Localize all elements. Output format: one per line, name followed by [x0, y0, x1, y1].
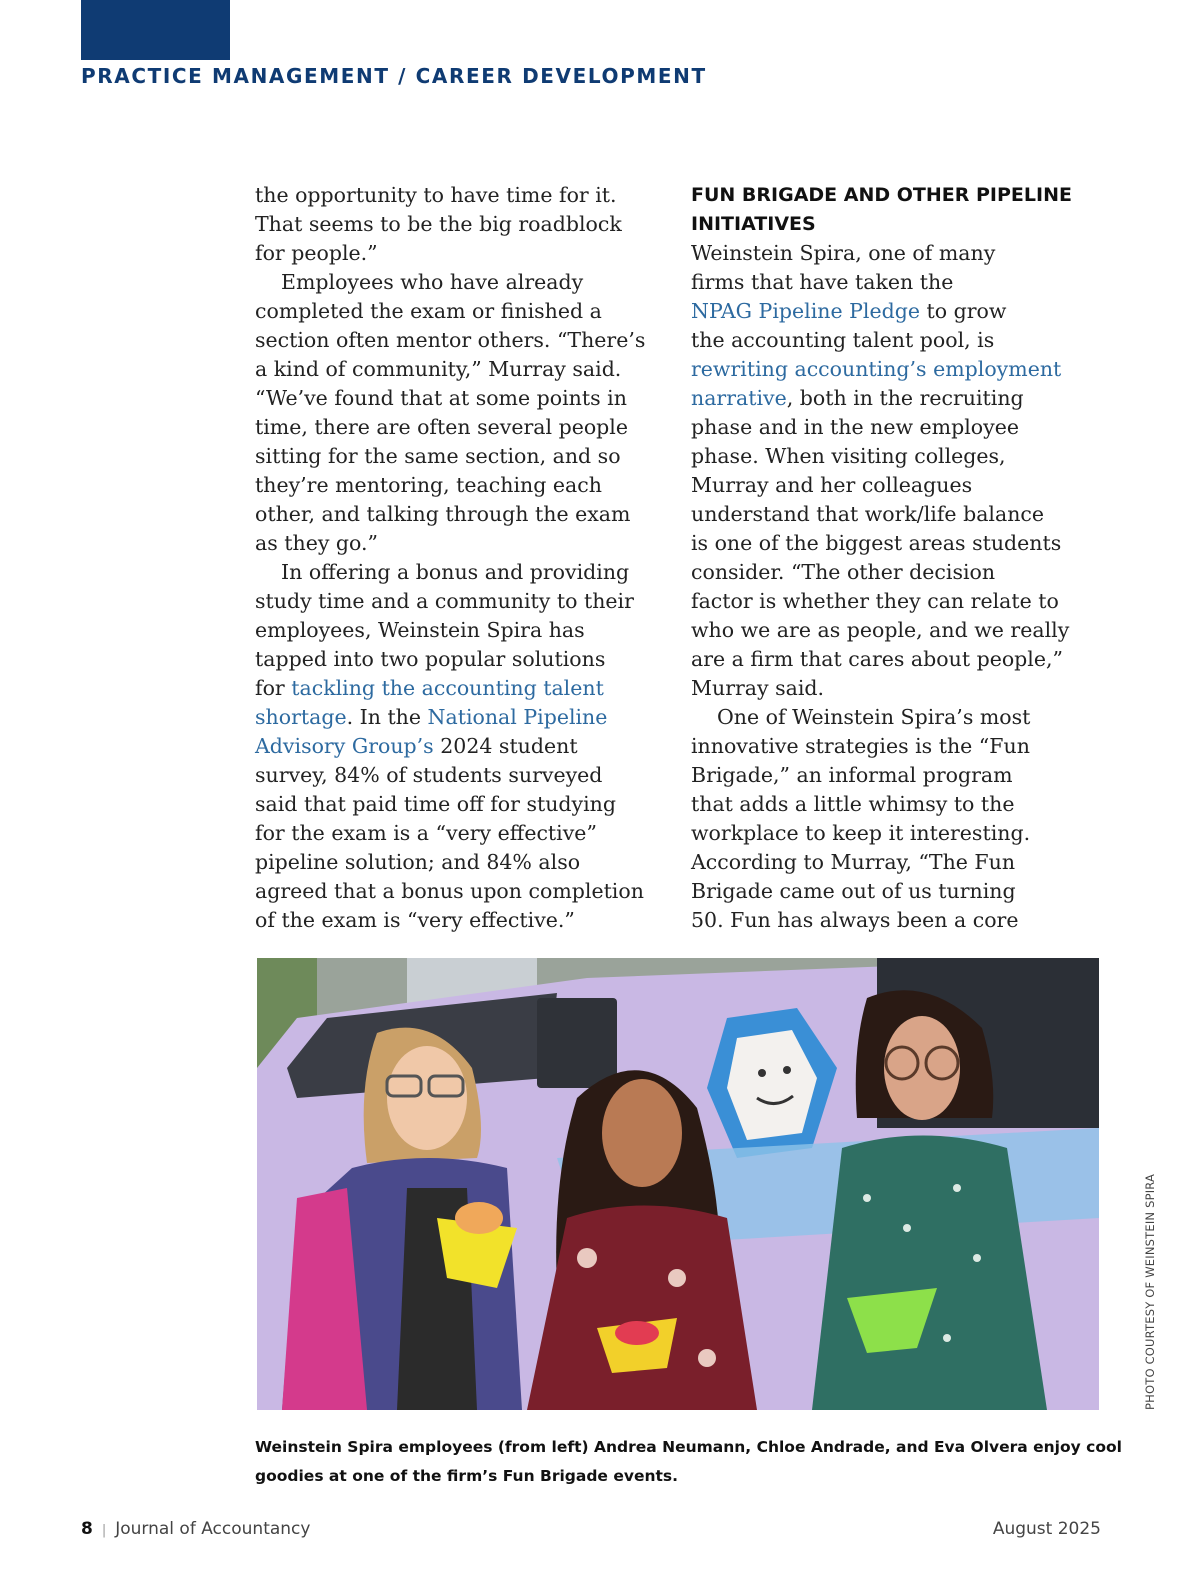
- text-line: understand that work/life balance: [691, 502, 1045, 526]
- caption-line: goodies at one of the firm’s Fun Brigade events.: [255, 1467, 679, 1485]
- text-line: phase. When visiting colleges,: [691, 444, 1006, 468]
- text-line: sitting for the same section, and so: [255, 444, 621, 468]
- event-photo-illustration: [257, 958, 1099, 1410]
- publication-name: Journal of Accountancy: [115, 1519, 311, 1539]
- text-line: Weinstein Spira, one of many: [691, 241, 996, 265]
- link-talent-shortage-cont[interactable]: shortage: [255, 705, 347, 729]
- text-line: workplace to keep it interesting.: [691, 821, 1031, 845]
- text-line: the opportunity to have time for it.: [255, 183, 617, 207]
- text-line: Brigade,” an informal program: [691, 763, 1013, 787]
- text-line: as they go.”: [255, 531, 379, 555]
- text-fragment: to grow: [919, 299, 1007, 323]
- header-color-block: [81, 0, 230, 60]
- text-line: other, and talking through the exam: [255, 502, 631, 526]
- text-line: [691, 297, 1091, 326]
- text-line: [255, 732, 670, 761]
- section-label: PRACTICE MANAGEMENT / CAREER DEVELOPMENT: [81, 64, 707, 88]
- text-line: One of Weinstein Spira’s most: [717, 705, 1031, 729]
- text-line: for the exam is a “very effective”: [255, 821, 597, 845]
- link-employment-narrative[interactable]: rewriting accounting’s employment: [691, 357, 1062, 381]
- text-line: a kind of community,” Murray said.: [255, 357, 622, 381]
- text-line: for people.”: [255, 241, 378, 265]
- text-fragment: . In the: [346, 705, 428, 729]
- link-employment-narrative-cont[interactable]: narrative: [691, 386, 787, 410]
- section-heading-cont: INITIATIVES: [691, 213, 816, 235]
- text-line: That seems to be the big roadblock: [255, 212, 622, 236]
- caption-line: Weinstein Spira employees (from left) Andrea Neumann, Chloe Andrade, and Eva Olvera enjoy cool: [255, 1438, 1122, 1456]
- text-line: 50. Fun has always been a core: [691, 908, 1019, 932]
- link-npag[interactable]: National Pipeline: [427, 705, 608, 729]
- text-line: who we are as people, and we really: [691, 618, 1070, 642]
- text-line: [255, 703, 670, 732]
- text-line: Employees who have already: [281, 270, 584, 294]
- text-fragment: , both in the recruiting: [786, 386, 1024, 410]
- text-line: study time and a community to their: [255, 589, 634, 613]
- text-line: firms that have taken the: [691, 270, 954, 294]
- text-line: said that paid time off for studying: [255, 792, 616, 816]
- page-number: 8: [81, 1519, 93, 1539]
- left-column: [255, 181, 670, 935]
- text-line: employees, Weinstein Spira has: [255, 618, 585, 642]
- text-line: According to Murray, “The Fun: [691, 850, 1016, 874]
- text-line: consider. “The other decision: [691, 560, 996, 584]
- text-line: phase and in the new employee: [691, 415, 1019, 439]
- text-line: of the exam is “very effective.”: [255, 908, 575, 932]
- link-talent-shortage[interactable]: tackling the accounting talent: [291, 676, 604, 700]
- footer-left: [81, 1519, 310, 1539]
- text-line: pipeline solution; and 84% also: [255, 850, 581, 874]
- text-line: In offering a bonus and providing: [281, 560, 630, 584]
- text-line: “We’ve found that at some points in: [255, 386, 627, 410]
- text-line: Murray and her colleagues: [691, 473, 973, 497]
- text-line: [255, 674, 670, 703]
- link-pipeline-pledge[interactable]: NPAG Pipeline Pledge: [691, 299, 920, 323]
- text-line: agreed that a bonus upon completion: [255, 879, 644, 903]
- event-photo: [257, 958, 1099, 1410]
- text-line: Brigade came out of us turning: [691, 879, 1016, 903]
- text-line: completed the exam or finished a: [255, 299, 602, 323]
- text-line: innovative strategies is the “Fun: [691, 734, 1030, 758]
- text-fragment: 2024 student: [433, 734, 578, 758]
- right-column: [691, 181, 1091, 935]
- photo-credit: PHOTO COURTESY OF WEINSTEIN SPIRA: [1143, 1173, 1157, 1410]
- text-line: [691, 384, 1091, 413]
- footer-separator: |: [101, 1523, 107, 1538]
- link-npag-cont[interactable]: Advisory Group’s: [255, 734, 434, 758]
- text-line: Murray said.: [691, 676, 825, 700]
- issue-date: August 2025: [992, 1519, 1101, 1539]
- text-line: are a firm that cares about people,”: [691, 647, 1063, 671]
- text-line: they’re mentoring, teaching each: [255, 473, 602, 497]
- text-fragment: for: [255, 676, 292, 700]
- text-line: time, there are often several people: [255, 415, 628, 439]
- text-line: tapped into two popular solutions: [255, 647, 606, 671]
- text-line: is one of the biggest areas students: [691, 531, 1062, 555]
- text-line: factor is whether they can relate to: [691, 589, 1059, 613]
- section-heading: FUN BRIGADE AND OTHER PIPELINE: [691, 184, 1072, 206]
- text-line: survey, 84% of students surveyed: [255, 763, 603, 787]
- text-line: [691, 355, 1091, 384]
- text-line: that adds a little whimsy to the: [691, 792, 1015, 816]
- text-line: the accounting talent pool, is: [691, 328, 995, 352]
- photo-caption: [255, 1433, 1122, 1491]
- text-line: section often mentor others. “There’s: [255, 328, 646, 352]
